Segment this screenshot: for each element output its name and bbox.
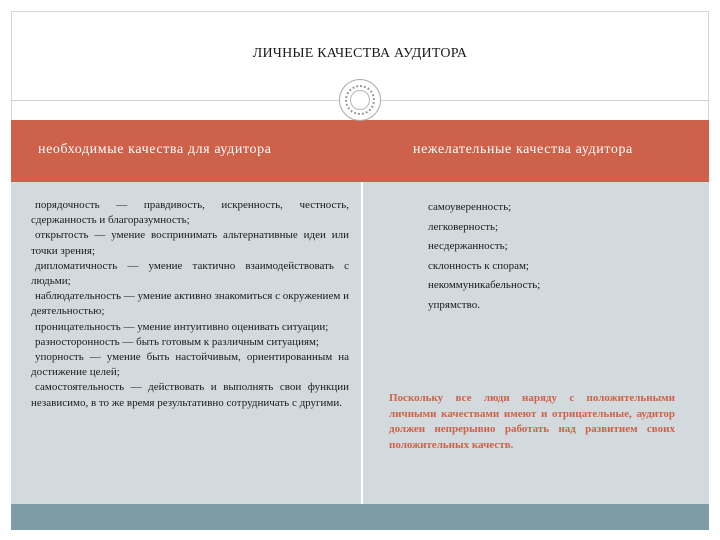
list-item xyxy=(410,198,700,218)
required-qualities-list xyxy=(31,198,349,411)
list-item-text: разносторонность — быть готовым к различным ситуациям; xyxy=(35,335,320,348)
undesirable-qualities-list xyxy=(410,198,700,316)
list-item-text: самоуверенность; xyxy=(428,201,512,213)
ornament-inner-circle xyxy=(350,90,370,110)
list-item-text: наблюдательность — умение активно знакомиться с окружением и деятельностью; xyxy=(31,290,349,318)
list-item xyxy=(410,276,700,296)
footer-bar xyxy=(11,504,709,530)
header-undesirable-qualities: нежелательные качества аудитора xyxy=(413,142,633,157)
list-item-text: легковерность; xyxy=(428,220,499,233)
list-item-text: упрямство. xyxy=(428,298,480,311)
list-item xyxy=(31,289,349,319)
list-item xyxy=(31,198,349,228)
list-item-text: некоммуникабельность; xyxy=(428,279,541,292)
list-item xyxy=(31,380,349,410)
list-item-text: склонность к спорам; xyxy=(428,259,529,272)
list-item xyxy=(31,320,349,335)
list-item xyxy=(31,259,349,289)
column-divider xyxy=(361,182,363,504)
list-item-text: проницательность — умение интуитивно оценивать ситуации; xyxy=(35,320,329,333)
list-item xyxy=(410,257,700,277)
list-item xyxy=(31,335,349,350)
list-item-text: несдержанность; xyxy=(428,240,508,253)
list-item-text: упорность — умение быть настойчивым, ориентированным на достижение целей; xyxy=(31,351,349,379)
header-required-qualities: необходимые качества для аудитора xyxy=(38,142,272,157)
list-item-text: порядочность — правдивость, искренность, честность, сдержанность и благоразумность; xyxy=(31,199,349,227)
conclusion-note: Поскольку все люди наряду с положительными личными качествами имеют и отрицательные, аудитор должен непрерывно работать над развитием своих положительных качеств. xyxy=(389,392,675,451)
list-item-text: открытость — умение воспринимать альтернативные идеи или точки зрения; xyxy=(31,229,349,257)
slide-title: ЛИЧНЫЕ КАЧЕСТВА АУДИТОРА xyxy=(252,46,468,61)
list-item xyxy=(31,350,349,380)
list-item xyxy=(410,296,700,316)
list-item-text: самостоятельность — действовать и выполнять свои функции независимо, в то же время результативно сотрудничать с другими. xyxy=(31,381,349,409)
list-item-text: дипломатичность — умение тактично взаимодействовать с людьми; xyxy=(31,259,349,288)
list-item xyxy=(410,237,700,257)
list-item xyxy=(31,228,349,258)
list-item xyxy=(410,218,700,238)
circular-ornament-icon xyxy=(339,79,381,121)
